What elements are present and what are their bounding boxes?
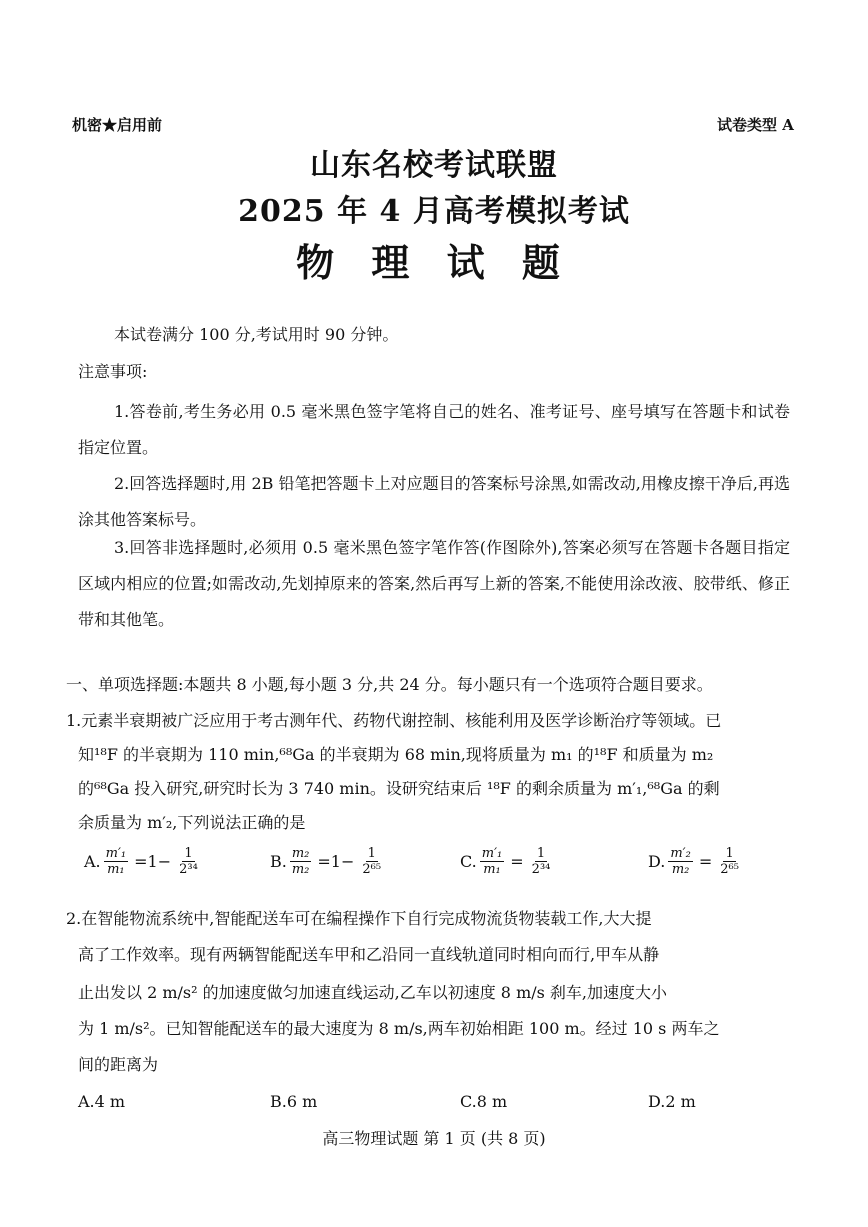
score-info: 本试卷满分 100 分,考试用时 90 分钟。 — [114, 325, 399, 344]
paper-type-label: 试卷类型 A — [717, 116, 794, 134]
notice-item-3: 3.回答非选择题时,必须用 0.5 毫米黑色签字笔作答(作图除外),答案必须写在答题卡各题目指定区域内相应的位置;如需改动,先划掉原来的答案,然后再写上新的答案,不能使用涂改液、胶带纸、修正带和其他笔。 — [78, 538, 790, 629]
q1-option-b[interactable]: B. $\frac{\text{m₂}}{\text{m₂}}$ =1− $\frac{1}{\text{2⁶⁵}}$ — [270, 846, 382, 877]
q1-line-1: 1.元素半衰期被广泛应用于考古测年代、药物代谢控制、核能利用及医学诊断治疗等领域。已 — [66, 711, 722, 730]
exam-union-title: 山东名校考试联盟 — [310, 148, 558, 183]
notice-heading: 注意事项: — [78, 362, 148, 381]
option-label: A. — [84, 852, 101, 871]
subject-title: 物 理 试 题 — [296, 240, 572, 285]
fraction-rhs: $\frac{1}{\text{2⁶⁵}}$ — [362, 846, 382, 877]
fraction-rhs: $\frac{1}{\text{2³⁴}}$ — [179, 846, 198, 877]
fraction-lhs: $\frac{\text{m′₁}}{\text{m₁}}$ — [481, 846, 503, 877]
q1-line-3: 的⁶⁸Ga 投入研究,研究时长为 3 740 min。设研究结束后 ¹⁸F 的剩余质量为 m′₁,⁶⁸Ga 的剩 — [78, 779, 720, 798]
option-label: D. — [648, 852, 666, 871]
q2-line-5: 间的距离为 — [78, 1055, 159, 1074]
q2-line-3: 止出发以 2 m/s² 的加速度做匀加速直线运动,乙车以初速度 8 m/s 刹车,加速度大小 — [78, 983, 668, 1002]
q2-option-d[interactable]: D.2 m — [648, 1092, 696, 1111]
page-footer: 高三物理试题 第 1 页 (共 8 页) — [322, 1129, 546, 1148]
q2-option-c[interactable]: C.8 m — [460, 1092, 508, 1111]
q2-line-2: 高了工作效率。现有两辆智能配送车甲和乙沿同一直线轨道同时相向而行,甲车从静 — [78, 945, 660, 964]
fraction-lhs: $\frac{\text{m′₂}}{\text{m₂}}$ — [670, 846, 691, 877]
q1-option-d[interactable]: D. $\frac{\text{m′₂}}{\text{m₂}}$ = $\frac{1}{\text{2⁶⁵}}$ — [648, 846, 739, 877]
q2-option-a[interactable]: A.4 m — [78, 1092, 126, 1111]
fraction-lhs: $\frac{\text{m₂}}{\text{m₂}}$ — [291, 846, 310, 877]
exam-date-title: 2025 年 4 月高考模拟考试 — [238, 194, 630, 229]
q1-option-c[interactable]: C. $\frac{\text{m′₁}}{\text{m₁}}$ = $\frac{1}{\text{2³⁴}}$ — [460, 846, 551, 877]
option-label: C. — [460, 852, 477, 871]
q2-line-4: 为 1 m/s²。已知智能配送车的最大速度为 8 m/s,两车初始相距 100 m。经过 10 s 两车之 — [78, 1019, 720, 1038]
fraction-lhs: $\frac{\text{m′₁}}{\text{m₁}}$ — [105, 846, 127, 877]
fraction-rhs: $\frac{1}{\text{2⁶⁵}}$ — [720, 846, 739, 877]
q1-option-a[interactable]: A. $\frac{\text{m′₁}}{\text{m₁}}$ =1− $\frac{1}{\text{2³⁴}}$ — [84, 846, 198, 877]
notice-item-1: 1.答卷前,考生务必用 0.5 毫米黑色签字笔将自己的姓名、准考证号、座号填写在答题卡和试卷指定位置。 — [78, 402, 790, 457]
q1-line-2: 知¹⁸F 的半衰期为 110 min,⁶⁸Ga 的半衰期为 68 min,现将质量为 m₁ 的¹⁸F 和质量为 m₂ — [78, 745, 714, 764]
section-heading: 一、单项选择题:本题共 8 小题,每小题 3 分,共 24 分。每小题只有一个选项符合题目要求。 — [66, 675, 713, 694]
q2-line-1: 2.在智能物流系统中,智能配送车可在编程操作下自行完成物流货物装载工作,大大提 — [66, 909, 652, 928]
fraction-rhs: $\frac{1}{\text{2³⁴}}$ — [531, 846, 551, 877]
q2-option-b[interactable]: B.6 m — [270, 1092, 318, 1111]
q1-line-4: 余质量为 m′₂,下列说法正确的是 — [78, 813, 306, 832]
confidential-label: 机密★启用前 — [72, 116, 163, 134]
option-label: B. — [270, 852, 287, 871]
notice-item-2: 2.回答选择题时,用 2B 铅笔把答题卡上对应题目的答案标号涂黑,如需改动,用橡皮擦干净后,再选涂其他答案标号。 — [78, 474, 790, 529]
